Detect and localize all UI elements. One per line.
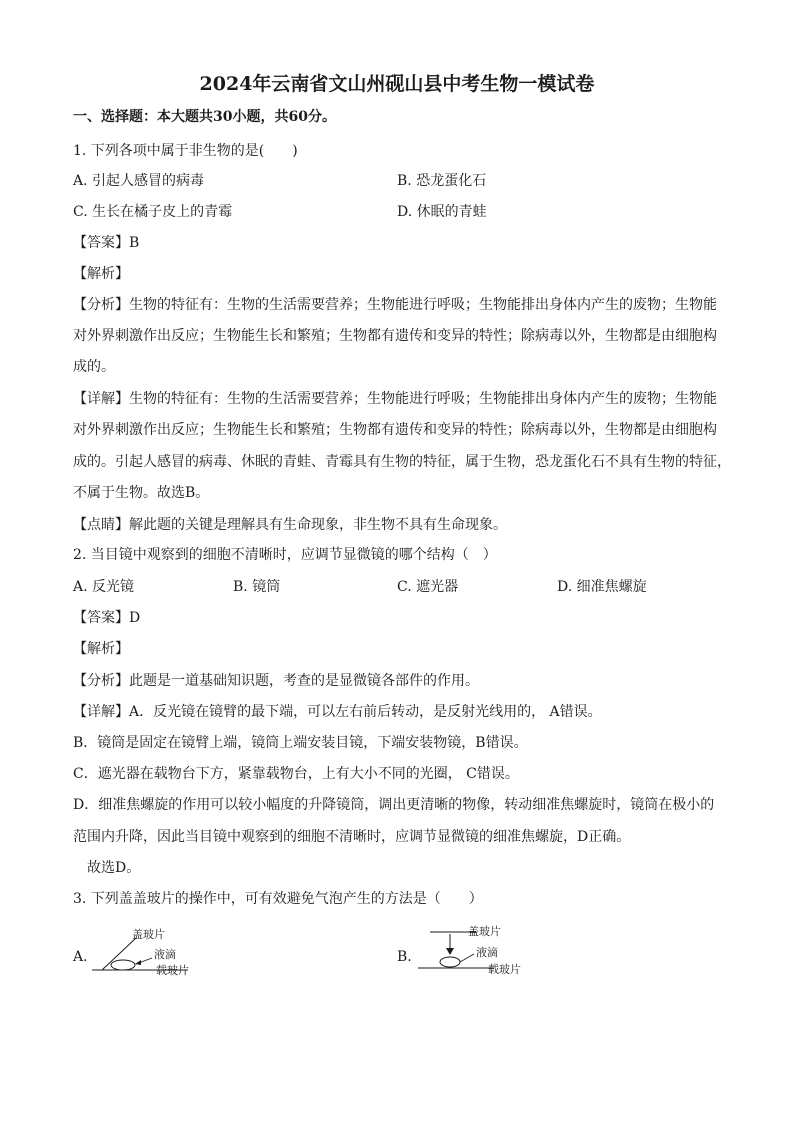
q2-option-d: D. 细准焦螺旋 [557, 579, 647, 595]
q2-detail-line-4: D．细准焦螺旋的作用可以较小幅度的升降镜筒，调出更清晰的物像，转动细准焦螺旋时，镜筒在极小的 [73, 797, 715, 813]
q2-detail-line-1: 【详解】A．反光镜在镜臂的最下端，可以左右前后转动，是反射光线用的， A错误。 [73, 704, 602, 720]
q2-analysis-label: 【解析】 [73, 641, 129, 657]
q2-detail-line-3: C．遮光器在载物台下方，紧靠载物台，上有大小不同的光圈， C错误。 [73, 766, 519, 782]
q3a-label-slide: 载玻片 [156, 964, 189, 977]
q1-option-d: D. 休眠的青蛙 [397, 204, 487, 220]
q3b-label-drop: 液滴 [476, 946, 498, 959]
q1-fenxi-line-2: 对外界刺激作出反应；生物能生长和繁殖；生物都有遗传和变异的特性；除病毒以外，生物都是由细胞构 [73, 328, 717, 344]
q3-diagram-a [88, 924, 218, 980]
q3-diagram-b [410, 924, 540, 980]
q3a-label-cover: 盖玻片 [132, 928, 165, 941]
q2-detail-line-5: 范围内升降，因此当目镜中观察到的细胞不清晰时，应调节显微镜的细准焦螺旋，D正确。 [73, 829, 631, 845]
q1-option-b: B. 恐龙蛋化石 [397, 173, 487, 189]
q2-answer: 【答案】D [73, 610, 141, 626]
q3a-label-drop: 液滴 [154, 948, 176, 961]
q2-fenxi: 【分析】此题是一道基础知识题，考查的是显微镜各部件的作用。 [73, 673, 479, 689]
q1-detail-line-4: 不属于生物。故选B。 [73, 485, 210, 501]
q3-option-a: A. [73, 949, 88, 965]
q1-analysis-label: 【解析】 [73, 266, 129, 282]
section-heading: 一、选择题：本大题共30小题，共60分。 [73, 109, 336, 125]
q3b-label-cover: 盖玻片 [468, 925, 501, 938]
q1-detail-line-3: 成的。引起人感冒的病毒、休眠的青蛙、青霉具有生物的特征，属于生物，恐龙蛋化石不具有生物的特征， [73, 454, 731, 470]
q2-option-a: A. 反光镜 [73, 579, 135, 595]
q3b-label-slide: 载玻片 [488, 963, 521, 976]
q2-detail-line-2: B．镜筒是固定在镜臂上端，镜筒上端安装目镜，下端安装物镜，B错误。 [73, 735, 528, 751]
q3-option-b: B. [397, 949, 412, 965]
q2-option-c: C. 遮光器 [397, 579, 459, 595]
q1-option-c: C. 生长在橘子皮上的青霉 [73, 204, 233, 220]
q1-detail-line-1: 【详解】生物的特征有：生物的生活需要营养；生物能进行呼吸；生物能排出身体内产生的废物；生物能 [73, 391, 717, 407]
q2-option-b: B. 镜筒 [233, 579, 281, 595]
q2-detail-line-6: 故选D。 [87, 860, 141, 876]
question-2-stem: 2. 当目镜中观察到的细胞不清晰时，应调节显微镜的哪个结构（ ） [73, 547, 497, 563]
q1-fenxi-line-1: 【分析】生物的特征有：生物的生活需要营养；生物能进行呼吸；生物能排出身体内产生的废物；生物能 [73, 297, 717, 313]
q1-answer: 【答案】B [73, 235, 140, 251]
q1-fenxi-line-3: 成的。 [73, 359, 115, 375]
question-3-stem: 3. 下列盖盖玻片的操作中，可有效避免气泡产生的方法是（ ） [73, 891, 483, 907]
q1-key-point: 【点睛】解此题的关键是理解具有生命现象，非生物不具有生命现象。 [73, 517, 507, 533]
page-title: 2024年云南省文山州砚山县中考生物一模试卷 [199, 73, 595, 95]
question-1-stem: 1. 下列各项中属于非生物的是( ) [73, 143, 298, 159]
q1-option-a: A. 引起人感冒的病毒 [73, 173, 205, 189]
q1-detail-line-2: 对外界刺激作出反应；生物能生长和繁殖；生物都有遗传和变异的特性；除病毒以外，生物都是由细胞构 [73, 422, 717, 438]
